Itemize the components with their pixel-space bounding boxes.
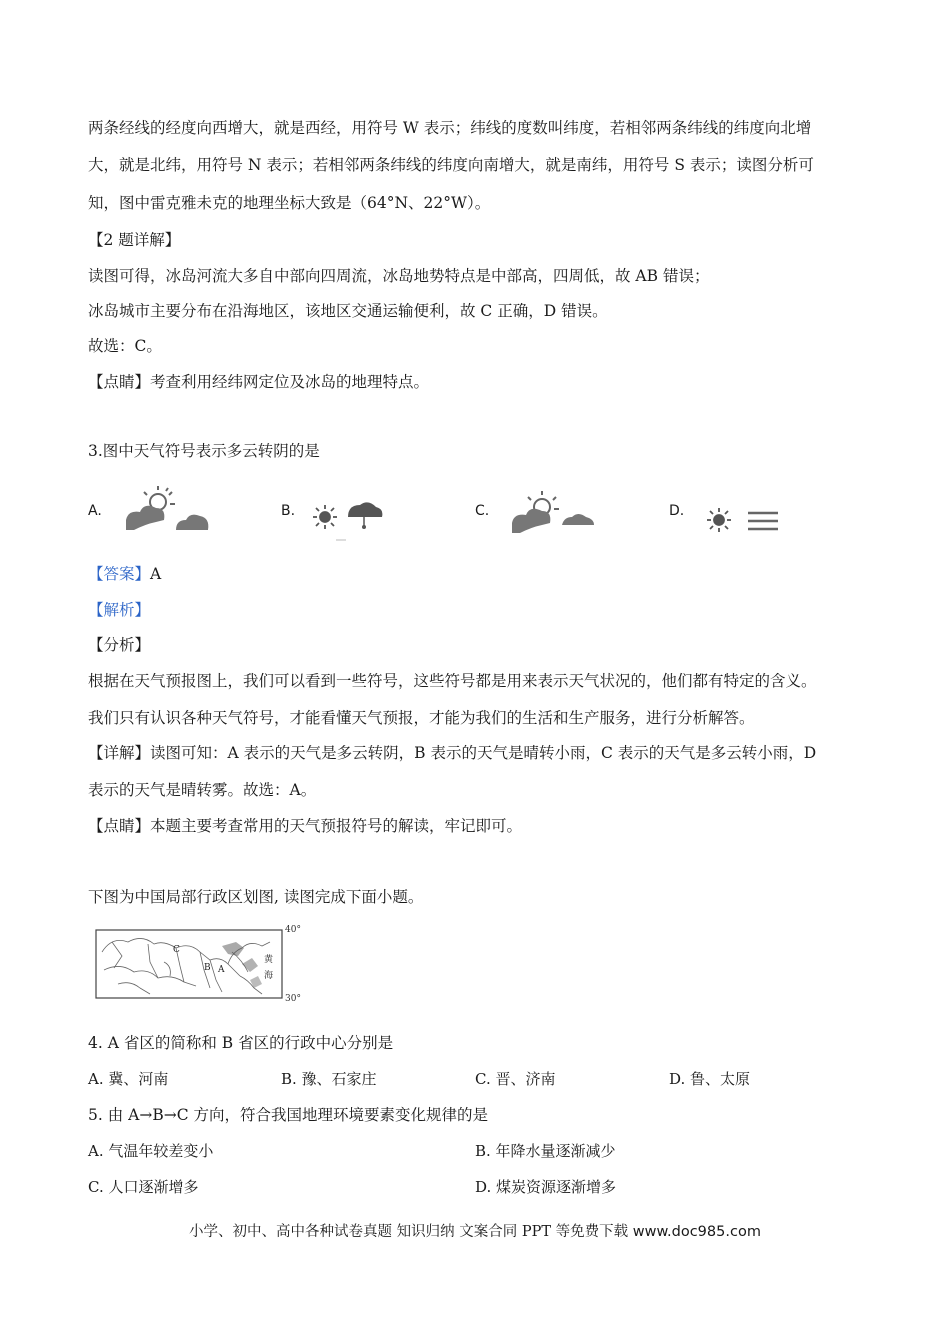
- intro-line-3: 知，图中雷克雅未克的地理坐标大致是（64°N、22°W）。: [88, 194, 491, 212]
- q3-tip: 【点睛】本题主要考查常用的天气预报符号的解读，牢记即可。: [88, 817, 523, 835]
- map-label-c: C: [173, 945, 180, 955]
- map-intro: 下图为中国局部行政区划图, 读图完成下面小题。: [88, 888, 424, 906]
- q3-analysis-line-1: 根据在天气预报图上，我们可以看到一些符号，这些符号都是用来表示天气状况的，他们都有特定的含义。: [88, 672, 817, 690]
- q5-option-a: A. 气温年较差变小: [88, 1142, 214, 1160]
- q3-option-b-label: B.: [281, 503, 296, 519]
- q2-line-1: 读图可得，冰岛河流大多自中部向四周流，冰岛地势特点是中部高，四周低，故 AB 错误；: [88, 267, 710, 285]
- q3-question: 3.图中天气符号表示多云转阴的是: [88, 442, 320, 460]
- map-sea-label-1: 黄: [264, 955, 274, 965]
- intro-line-1: 两条经线的经度向西增大，就是西经，用符号 W 表示；纬线的度数叫纬度，若相邻两条纬线的纬度向北增: [88, 119, 812, 137]
- q3-answer: [88, 564, 161, 584]
- answer-tag: 【答案】: [88, 565, 151, 583]
- footer-url: www.doc985.com: [632, 1224, 761, 1240]
- map-label-b: B: [204, 963, 211, 973]
- q3-option-c-label: C.: [475, 503, 490, 519]
- q5-question: 5. 由 A→B→C 方向，符合我国地理环境要素变化规律的是: [88, 1106, 488, 1124]
- map-lat-bottom: 30°: [285, 994, 301, 1004]
- cloudy-to-overcast-icon: [120, 482, 215, 537]
- q2-line-2: 冰岛城市主要分布在沿海地区，该地区交通运输便利，故 C 正确，D 错误。: [88, 302, 608, 320]
- q4-option-d: D. 鲁、太原: [669, 1070, 751, 1088]
- sunny-to-fog-icon: [702, 502, 782, 538]
- q2-tip: 【点睛】考查利用经纬网定位及冰岛的地理特点。: [88, 373, 430, 391]
- q3-detail-line-1: 【详解】读图可知：A 表示的天气是多云转阴，B 表示的天气是晴转小雨，C 表示的天气是多云转小雨，D: [88, 744, 817, 762]
- q2-heading: 【2 题详解】: [88, 231, 181, 249]
- q3-option-a-label: A.: [88, 503, 102, 519]
- q4-option-c: C. 晋、济南: [475, 1070, 556, 1088]
- q3-fenxi-tag: 【分析】: [88, 636, 151, 654]
- q5-option-d: D. 煤炭资源逐渐增多: [475, 1178, 617, 1196]
- intro-line-2: 大，就是北纬，用符号 N 表示；若相邻两条纬线的纬度向南增大，就是南纬，用符号 S 表示；读图分析可: [88, 156, 814, 174]
- page-footer: [0, 1220, 950, 1241]
- china-partial-map: [92, 922, 342, 1007]
- q4-option-a: A. 冀、河南: [88, 1070, 169, 1088]
- q4-question: 4. A 省区的简称和 B 省区的行政中心分别是: [88, 1034, 394, 1052]
- q2-choice: 故选：C。: [88, 337, 162, 355]
- q3-detail-line-2: 表示的天气是晴转雾。故选：A。: [88, 781, 317, 799]
- map-sea-label-2: 海: [264, 971, 274, 981]
- q3-analysis-line-2: 我们只有认识各种天气符号，才能看懂天气预报，才能为我们的生活和生产服务，进行分析解答。: [88, 709, 755, 727]
- answer-value: A: [150, 565, 162, 583]
- q4-option-b: B. 豫、石家庄: [281, 1070, 377, 1088]
- sunny-to-light-rain-icon: [310, 495, 390, 545]
- q5-option-c: C. 人口逐渐增多: [88, 1178, 199, 1196]
- q3-analysis-tag: 【解析】: [88, 601, 151, 619]
- map-lat-top: 40°: [285, 925, 301, 935]
- q5-option-b: B. 年降水量逐渐减少: [475, 1142, 616, 1160]
- footer-text: 小学、初中、高中各种试卷真题 知识归纳 文案合同 PPT 等免费下载: [189, 1224, 633, 1240]
- cloudy-to-light-rain-icon: [508, 487, 603, 539]
- map-label-a: A: [218, 965, 225, 975]
- q3-option-d-label: D.: [669, 503, 685, 519]
